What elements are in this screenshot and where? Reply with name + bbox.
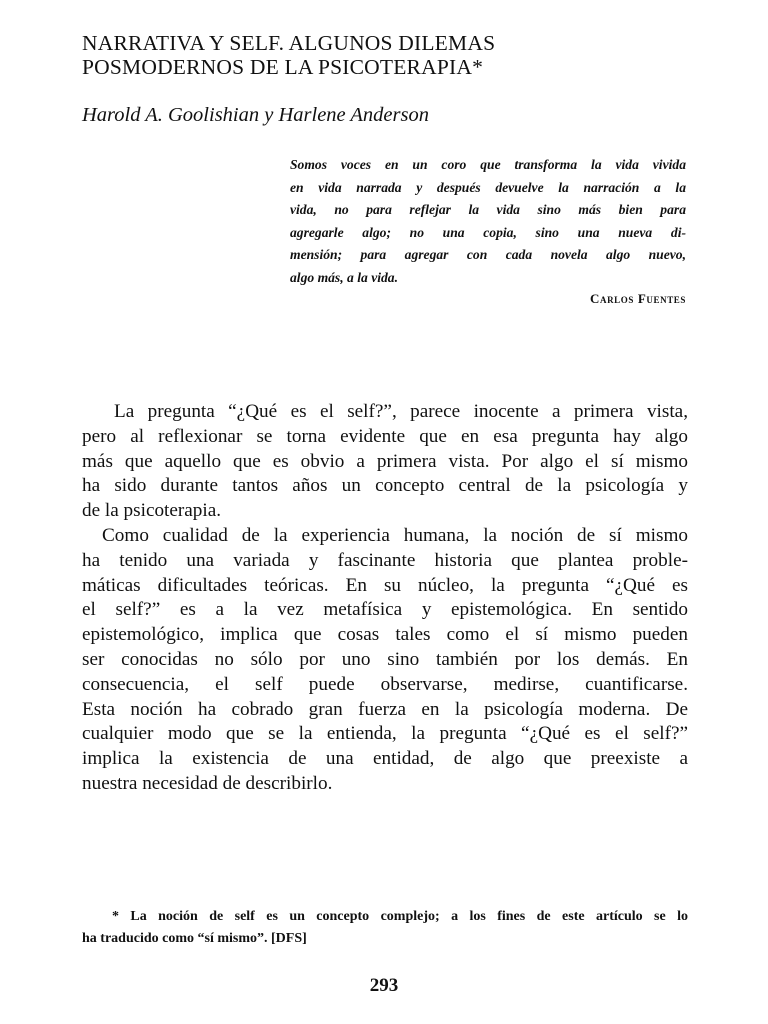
text-line: de la psicoterapia. (82, 500, 222, 522)
paragraph (82, 524, 688, 797)
text-line: La pregunta “¿Qué es el self?”, parece inocente a primera vista, (114, 401, 688, 422)
title-line: POSMODERNOS DE LA PSICOTERAPIA* (82, 55, 484, 79)
epigraph-quote (290, 154, 686, 290)
body-text (82, 400, 688, 797)
title-line: NARRATIVA Y SELF. ALGUNOS DILEMAS (82, 31, 496, 55)
text-line: ha sido durante tantos años un concepto central de la psicología y (82, 475, 688, 497)
text-line: implica la existencia de una entidad, de algo que preexiste a (82, 748, 688, 770)
footnote-line: * La noción de self es un concepto complejo; a los fines de este artículo se lo (112, 909, 688, 924)
text-line: pero al reflexionar se torna evidente que en esa pregunta hay algo (82, 425, 688, 447)
footnote-line: ha traducido como “sí mismo”. [DFS] (82, 931, 307, 946)
text-line: cualquier modo que se la entienda, la pregunta “¿Qué es el self?” (82, 723, 688, 745)
text-line: consecuencia, el self puede observarse, medirse, cuantificarse. (82, 673, 688, 695)
paragraph (82, 400, 688, 524)
epigraph-line: algo más, a la vida. (290, 269, 398, 285)
text-line: nuestra necesidad de describirlo. (82, 772, 333, 794)
epigraph-line: vida, no para reflejar la vida sino más bien para (290, 202, 686, 218)
text-line: epistemológico, implica que cosas tales como el sí mismo pueden (82, 624, 688, 646)
epigraph (290, 154, 686, 308)
text-line: Esta noción ha cobrado gran fuerza en la psicología moderna. De (82, 698, 688, 720)
text-line: Como cualidad de la experiencia humana, la noción de sí mismo (102, 524, 688, 546)
epigraph-line: mensión; para agregar con cada novela algo nuevo, (290, 247, 686, 263)
text-line: máticas dificultades teóricas. En su núcleo, la pregunta “¿Qué es (82, 574, 688, 596)
epigraph-attribution: Carlos Fuentes (590, 290, 686, 306)
text-line: ser conocidas no sólo por uno sino también por los demás. En (82, 648, 688, 670)
footnote (82, 906, 688, 950)
chapter-authors: Harold A. Goolishian y Harlene Anderson (82, 104, 429, 126)
text-line: más que aquello que es obvio a primera vista. Por algo el sí mismo (82, 450, 688, 472)
chapter-title (82, 31, 722, 79)
text-line: ha tenido una variada y fascinante historia que plantea proble- (82, 549, 688, 571)
epigraph-line: en vida narrada y después devuelve la narración a la (290, 179, 686, 195)
epigraph-line: Somos voces en un coro que transforma la vida vivida (290, 157, 686, 172)
page-number: 293 (369, 975, 399, 996)
text-line: el self?” es a la vez metafísica y epistemológica. En sentido (82, 599, 688, 621)
epigraph-line: agregarle algo; no una copia, sino una nueva di- (290, 224, 686, 240)
